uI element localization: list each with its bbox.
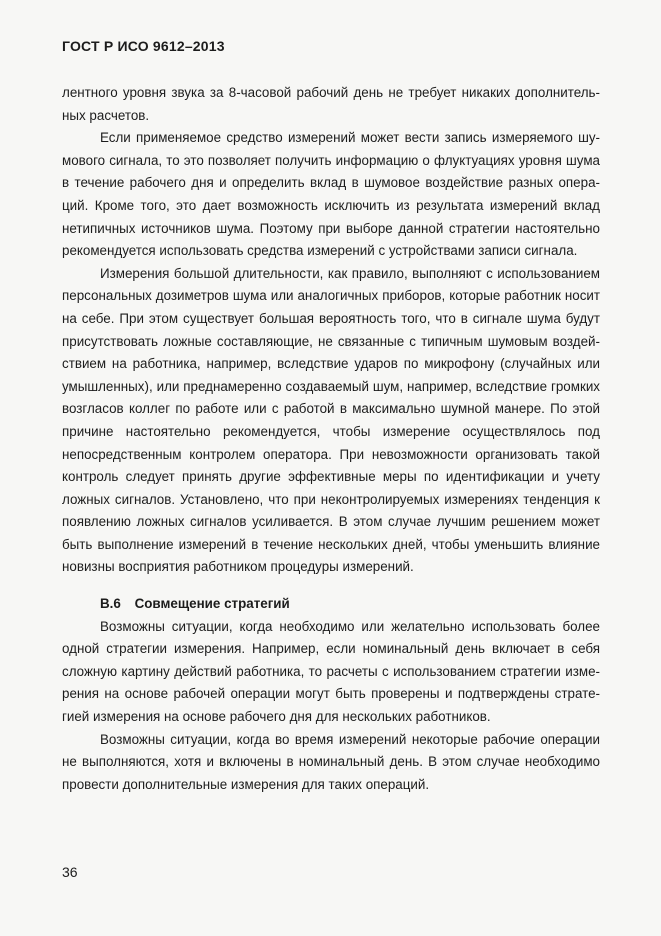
- paragraph-signal-recording: Если применяемое средство измерений может вести запись измеряемого шумового сигнала, то это позволяет получить информацию о флуктуациях уровня шума в течение рабочего дня и определить вклад в шумовое воздействие разных операций. Кроме того, это дает возможность исключить из результата измерений вклад нетипичных источников шума. Поэтому при выборе данной стратегии настоятельно рекомендуется использовать средства измерений с устройствами записи сигнала.: [62, 130, 600, 259]
- section-title: Совмещение стратегий: [134, 596, 290, 612]
- section-heading: [62, 593, 600, 616]
- document-body: [62, 82, 600, 796]
- section-number: В.6: [100, 596, 121, 612]
- page-number: 36: [62, 864, 78, 880]
- paragraph-long-measurements: Измерения большой длительности, как правило, выполняют с использованием персональных дозиметров шума или аналогичных приборов, которые работник носит на себе. При этом существует большая вероятность того, что в сигнале шума будут присутствовать ложные составляющие, не связанные с типичным шумовым воздействием на работника, например, вследствие ударов по микрофону (случайных или умышленных), или преднамеренно создаваемый шум, например, вследствие громких возгласов коллег по работе или с работой в максимально шумной манере. По этой причине настоятельно рекомендуется, чтобы измерение осуществлялось под непосредственным контролем оператора. При невозможности организовать такой контроль следует принять другие эффективные меры по идентификации и учету ложных сигналов. Установлено, что при неконтролируемых измерениях тенденция к появлению ложных сигналов усиливается. В этом случае лучшим решением может быть выполнение измерений в течение нескольких дней, чтобы уменьшить влияние новизны восприятия работником процедуры измерений.: [62, 265, 600, 575]
- paragraph-continuation: лентного уровня звука за 8-часовой рабочий день не требует никаких дополнительных расчетов.: [62, 85, 600, 123]
- document-header: ГОСТ Р ИСО 9612–2013: [62, 38, 225, 54]
- paragraph-combined-strategies: Возможны ситуации, когда необходимо или желательно использовать более одной стратегии измерения. Например, если номинальный день включает в себя сложную картину действий работника, то расчеты с использованием стратегии измерения на основе рабочей операции могут быть проверены и подтверждены стратегией измерения на основе рабочего дня для нескольких работников.: [62, 618, 600, 725]
- paragraph-additional-measurements: Возможны ситуации, когда во время измерений некоторые рабочие операции не выполняются, хотя и включены в номинальный день. В этом случае необходимо провести дополнительные измерения для таких операций.: [62, 731, 600, 792]
